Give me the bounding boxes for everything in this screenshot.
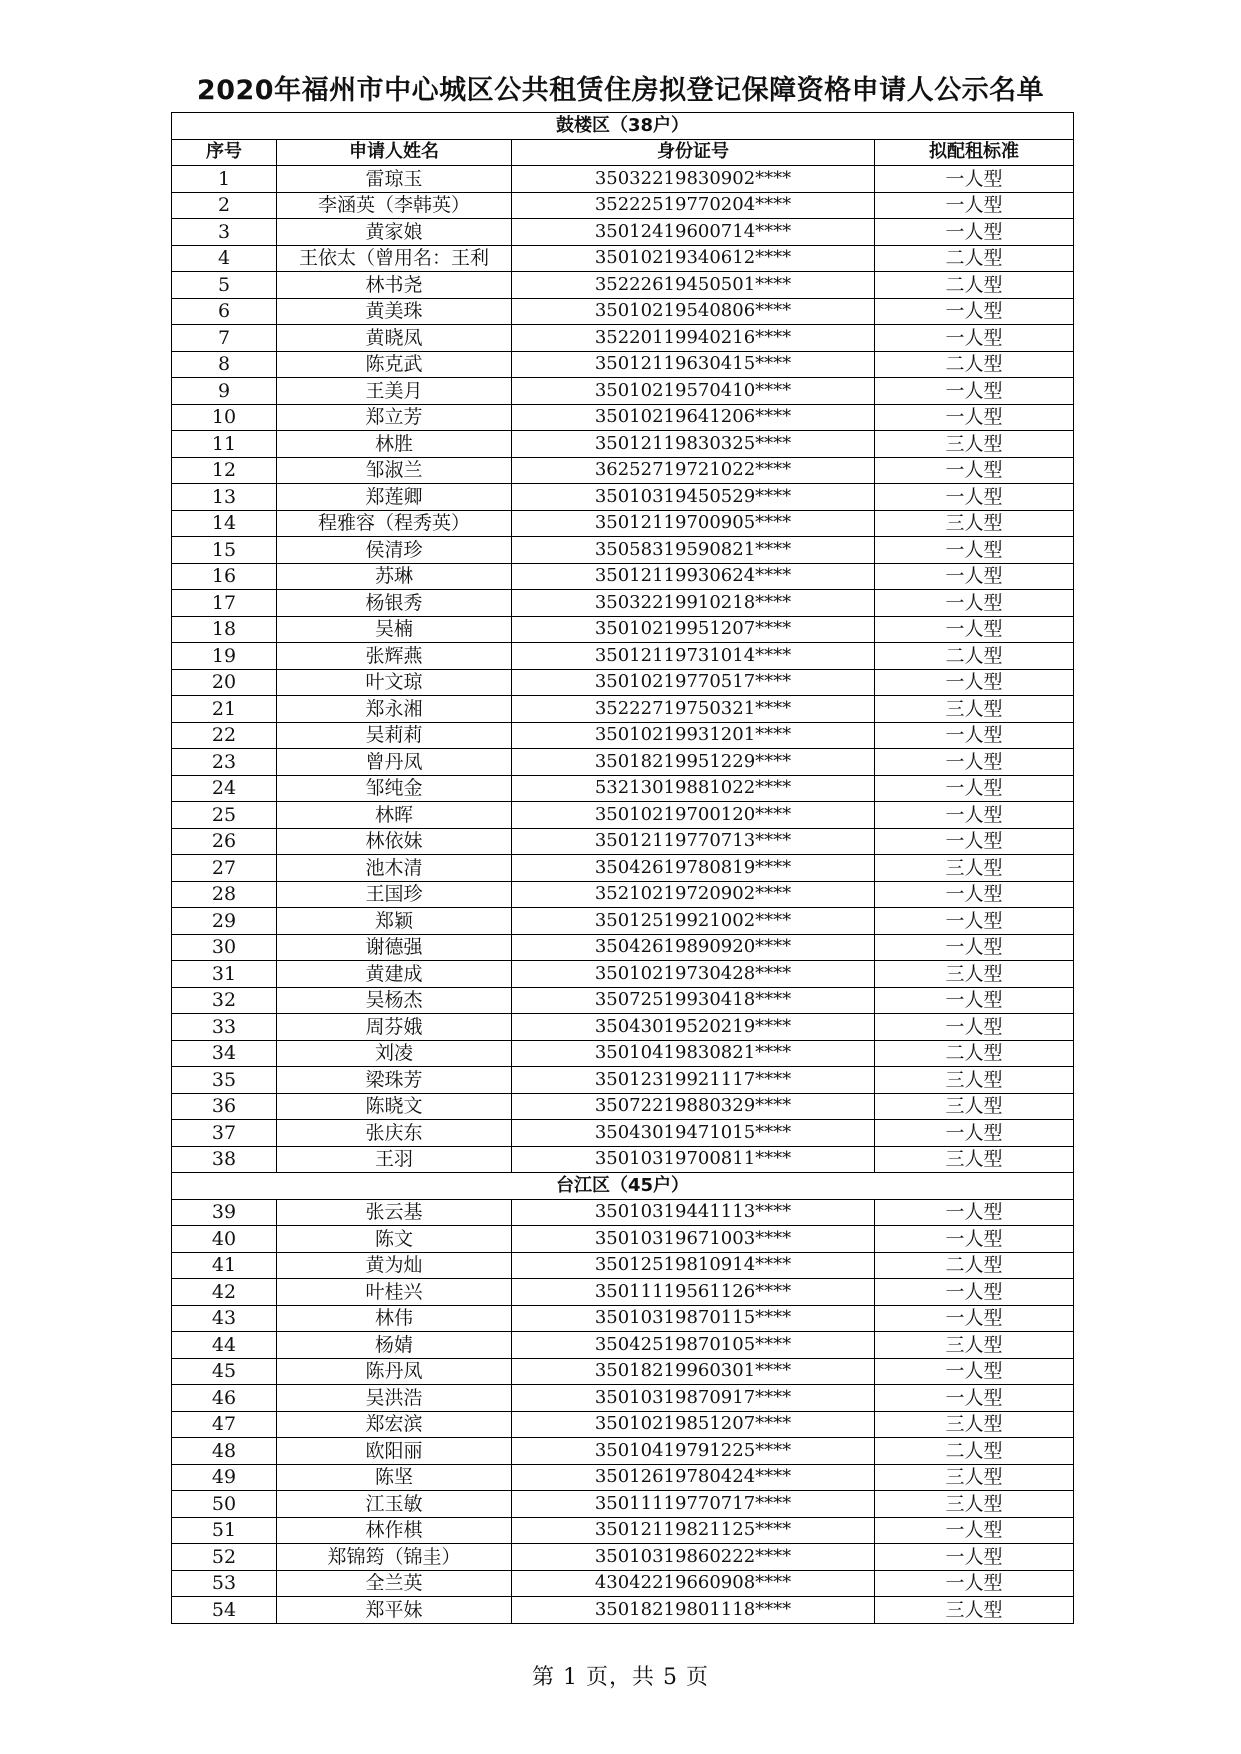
table-row (172, 484, 1074, 511)
cell-row-number: 30 (172, 934, 277, 961)
cell-id-number: 35010219700120**** (512, 802, 875, 829)
cell-row-number: 54 (172, 1597, 277, 1624)
table-row (172, 1093, 1074, 1120)
cell-applicant-name: 王羽 (277, 1146, 512, 1173)
cell-id-number: 35010219641206**** (512, 404, 875, 431)
cell-applicant-name: 林胜 (277, 431, 512, 458)
cell-rental-standard: 一人型 (875, 934, 1074, 961)
table-row (172, 881, 1074, 908)
cell-rental-standard: 一人型 (875, 378, 1074, 405)
cell-row-number: 40 (172, 1226, 277, 1253)
cell-id-number: 35012619780424**** (512, 1464, 875, 1491)
cell-row-number: 36 (172, 1093, 277, 1120)
table-row (172, 1438, 1074, 1465)
cell-id-number: 35043019520219**** (512, 1014, 875, 1041)
column-header-row-number: 序号 (172, 139, 277, 166)
cell-row-number: 39 (172, 1199, 277, 1226)
cell-row-number: 50 (172, 1491, 277, 1518)
cell-rental-standard: 三人型 (875, 696, 1074, 723)
cell-rental-standard: 一人型 (875, 192, 1074, 219)
cell-rental-standard: 一人型 (875, 404, 1074, 431)
cell-applicant-name: 黄家娘 (277, 219, 512, 246)
cell-applicant-name: 王依太（曾用名：王利 (277, 245, 512, 272)
table-row (172, 1226, 1074, 1253)
cell-row-number: 33 (172, 1014, 277, 1041)
cell-applicant-name: 侯清珍 (277, 537, 512, 564)
cell-rental-standard: 一人型 (875, 802, 1074, 829)
cell-id-number: 35012119830325**** (512, 431, 875, 458)
cell-applicant-name: 叶文琼 (277, 669, 512, 696)
cell-rental-standard: 三人型 (875, 1491, 1074, 1518)
cell-id-number: 35042519870105**** (512, 1332, 875, 1359)
cell-id-number: 35011119561126**** (512, 1279, 875, 1306)
cell-applicant-name: 雷琼玉 (277, 166, 512, 193)
table-body (172, 113, 1074, 1624)
cell-applicant-name: 刘凌 (277, 1040, 512, 1067)
cell-applicant-name: 陈晓文 (277, 1093, 512, 1120)
cell-rental-standard: 一人型 (875, 590, 1074, 617)
cell-row-number: 18 (172, 616, 277, 643)
cell-row-number: 7 (172, 325, 277, 352)
table-row (172, 828, 1074, 855)
cell-id-number: 35012119930624**** (512, 563, 875, 590)
cell-applicant-name: 杨银秀 (277, 590, 512, 617)
cell-id-number: 35011119770717**** (512, 1491, 875, 1518)
cell-rental-standard: 一人型 (875, 457, 1074, 484)
cell-rental-standard: 一人型 (875, 1544, 1074, 1571)
table-row (172, 1570, 1074, 1597)
table-row (172, 245, 1074, 272)
cell-row-number: 3 (172, 219, 277, 246)
column-header-rental-standard: 拟配租标准 (875, 139, 1074, 166)
column-header-applicant-name: 申请人姓名 (277, 139, 512, 166)
cell-row-number: 27 (172, 855, 277, 882)
cell-rental-standard: 一人型 (875, 669, 1074, 696)
table-row (172, 1385, 1074, 1412)
cell-row-number: 42 (172, 1279, 277, 1306)
table-row (172, 1014, 1074, 1041)
cell-rental-standard: 二人型 (875, 245, 1074, 272)
cell-applicant-name: 王美月 (277, 378, 512, 405)
table-row (172, 298, 1074, 325)
table-row (172, 1332, 1074, 1359)
cell-id-number: 35010319700811**** (512, 1146, 875, 1173)
cell-row-number: 37 (172, 1120, 277, 1147)
cell-applicant-name: 陈坚 (277, 1464, 512, 1491)
cell-applicant-name: 林书尧 (277, 272, 512, 299)
cell-row-number: 48 (172, 1438, 277, 1465)
cell-row-number: 53 (172, 1570, 277, 1597)
cell-rental-standard: 三人型 (875, 1464, 1074, 1491)
cell-row-number: 44 (172, 1332, 277, 1359)
cell-applicant-name: 郑锦筠（锦圭） (277, 1544, 512, 1571)
table-row (172, 563, 1074, 590)
cell-applicant-name: 林晖 (277, 802, 512, 829)
cell-rental-standard: 一人型 (875, 828, 1074, 855)
cell-rental-standard: 一人型 (875, 775, 1074, 802)
cell-row-number: 38 (172, 1146, 277, 1173)
cell-id-number: 35042619780819**** (512, 855, 875, 882)
cell-applicant-name: 杨婧 (277, 1332, 512, 1359)
cell-row-number: 52 (172, 1544, 277, 1571)
cell-rental-standard: 三人型 (875, 431, 1074, 458)
table-row (172, 272, 1074, 299)
cell-id-number: 35012119770713**** (512, 828, 875, 855)
cell-applicant-name: 林依妹 (277, 828, 512, 855)
cell-row-number: 21 (172, 696, 277, 723)
cell-rental-standard: 二人型 (875, 1438, 1074, 1465)
cell-row-number: 13 (172, 484, 277, 511)
cell-applicant-name: 吴楠 (277, 616, 512, 643)
table-row (172, 802, 1074, 829)
cell-applicant-name: 黄为灿 (277, 1252, 512, 1279)
cell-rental-standard: 二人型 (875, 1252, 1074, 1279)
cell-rental-standard: 一人型 (875, 1120, 1074, 1147)
cell-id-number: 35010219770517**** (512, 669, 875, 696)
cell-row-number: 17 (172, 590, 277, 617)
cell-row-number: 23 (172, 749, 277, 776)
cell-row-number: 14 (172, 510, 277, 537)
cell-rental-standard: 一人型 (875, 484, 1074, 511)
cell-rental-standard: 一人型 (875, 616, 1074, 643)
cell-id-number: 35042619890920**** (512, 934, 875, 961)
cell-applicant-name: 张辉燕 (277, 643, 512, 670)
table-row (172, 590, 1074, 617)
cell-id-number: 43042219660908**** (512, 1570, 875, 1597)
cell-applicant-name: 张云基 (277, 1199, 512, 1226)
table-row (172, 351, 1074, 378)
page-footer: 第 1 页，共 5 页 (532, 1665, 709, 1690)
cell-row-number: 45 (172, 1358, 277, 1385)
cell-applicant-name: 江玉敏 (277, 1491, 512, 1518)
cell-rental-standard: 三人型 (875, 1411, 1074, 1438)
table-row (172, 1358, 1074, 1385)
cell-rental-standard: 二人型 (875, 643, 1074, 670)
table-row (172, 1491, 1074, 1518)
cell-rental-standard: 一人型 (875, 1279, 1074, 1306)
cell-applicant-name: 王国珍 (277, 881, 512, 908)
cell-row-number: 43 (172, 1305, 277, 1332)
cell-applicant-name: 郑颖 (277, 908, 512, 935)
cell-applicant-name: 郑永湘 (277, 696, 512, 723)
cell-applicant-name: 叶桂兴 (277, 1279, 512, 1306)
cell-rental-standard: 三人型 (875, 855, 1074, 882)
cell-applicant-name: 欧阳丽 (277, 1438, 512, 1465)
cell-rental-standard: 三人型 (875, 1597, 1074, 1624)
cell-applicant-name: 黄建成 (277, 961, 512, 988)
table-row (172, 1517, 1074, 1544)
cell-id-number: 35010319671003**** (512, 1226, 875, 1253)
page-title: 2020年福州市中心城区公共租赁住房拟登记保障资格申请人公示名单 (196, 75, 1045, 106)
cell-id-number: 35012119700905**** (512, 510, 875, 537)
table-row (172, 1040, 1074, 1067)
cell-rental-standard: 二人型 (875, 351, 1074, 378)
cell-id-number: 35012319921117**** (512, 1067, 875, 1094)
cell-rental-standard: 一人型 (875, 166, 1074, 193)
table-row (172, 669, 1074, 696)
cell-id-number: 35210219720902**** (512, 881, 875, 908)
cell-applicant-name: 周芬娥 (277, 1014, 512, 1041)
cell-rental-standard: 二人型 (875, 1040, 1074, 1067)
cell-applicant-name: 邹纯金 (277, 775, 512, 802)
cell-id-number: 35220119940216**** (512, 325, 875, 352)
table-row (172, 643, 1074, 670)
table-row (172, 775, 1074, 802)
cell-rental-standard: 三人型 (875, 961, 1074, 988)
section-title: 台江区（45户） (172, 1173, 1074, 1200)
cell-rental-standard: 一人型 (875, 1226, 1074, 1253)
cell-id-number: 35010219340612**** (512, 245, 875, 272)
cell-rental-standard: 三人型 (875, 510, 1074, 537)
cell-id-number: 35012419600714**** (512, 219, 875, 246)
cell-id-number: 35018219960301**** (512, 1358, 875, 1385)
cell-id-number: 35010319870917**** (512, 1385, 875, 1412)
cell-row-number: 8 (172, 351, 277, 378)
cell-id-number: 35032219910218**** (512, 590, 875, 617)
cell-rental-standard: 三人型 (875, 1146, 1074, 1173)
cell-row-number: 20 (172, 669, 277, 696)
cell-applicant-name: 张庆东 (277, 1120, 512, 1147)
cell-applicant-name: 郑莲卿 (277, 484, 512, 511)
cell-row-number: 28 (172, 881, 277, 908)
cell-row-number: 31 (172, 961, 277, 988)
section-header-row (172, 1173, 1074, 1200)
cell-applicant-name: 吴杨杰 (277, 987, 512, 1014)
cell-id-number: 53213019881022**** (512, 775, 875, 802)
cell-id-number: 35010219851207**** (512, 1411, 875, 1438)
cell-applicant-name: 陈文 (277, 1226, 512, 1253)
cell-id-number: 35222719750321**** (512, 696, 875, 723)
cell-applicant-name: 郑宏滨 (277, 1411, 512, 1438)
cell-id-number: 35018219801118**** (512, 1597, 875, 1624)
table-row (172, 1464, 1074, 1491)
cell-applicant-name: 程雅容（程秀英） (277, 510, 512, 537)
table-row (172, 1279, 1074, 1306)
cell-row-number: 35 (172, 1067, 277, 1094)
section-title: 鼓楼区（38户） (172, 113, 1074, 140)
cell-rental-standard: 三人型 (875, 1067, 1074, 1094)
cell-id-number: 35010319441113**** (512, 1199, 875, 1226)
cell-rental-standard: 一人型 (875, 749, 1074, 776)
cell-row-number: 19 (172, 643, 277, 670)
cell-applicant-name: 邹淑兰 (277, 457, 512, 484)
cell-row-number: 4 (172, 245, 277, 272)
table-row (172, 1120, 1074, 1147)
table-row (172, 325, 1074, 352)
cell-id-number: 35072219880329**** (512, 1093, 875, 1120)
table-row (172, 1252, 1074, 1279)
cell-applicant-name: 谢德强 (277, 934, 512, 961)
cell-applicant-name: 池木清 (277, 855, 512, 882)
cell-rental-standard: 一人型 (875, 1358, 1074, 1385)
cell-applicant-name: 林作棋 (277, 1517, 512, 1544)
cell-row-number: 16 (172, 563, 277, 590)
cell-rental-standard: 一人型 (875, 298, 1074, 325)
cell-row-number: 10 (172, 404, 277, 431)
cell-applicant-name: 黄晓凤 (277, 325, 512, 352)
cell-id-number: 35010219951207**** (512, 616, 875, 643)
cell-row-number: 6 (172, 298, 277, 325)
cell-rental-standard: 一人型 (875, 1199, 1074, 1226)
table-row (172, 908, 1074, 935)
table-row (172, 722, 1074, 749)
cell-id-number: 35018219951229**** (512, 749, 875, 776)
cell-rental-standard: 一人型 (875, 908, 1074, 935)
cell-rental-standard: 一人型 (875, 537, 1074, 564)
cell-applicant-name: 苏琳 (277, 563, 512, 590)
cell-applicant-name: 吴莉莉 (277, 722, 512, 749)
cell-rental-standard: 一人型 (875, 1385, 1074, 1412)
cell-applicant-name: 陈克武 (277, 351, 512, 378)
cell-rental-standard: 三人型 (875, 1093, 1074, 1120)
cell-applicant-name: 曾丹凤 (277, 749, 512, 776)
cell-row-number: 34 (172, 1040, 277, 1067)
table-row (172, 166, 1074, 193)
cell-applicant-name: 黄美珠 (277, 298, 512, 325)
cell-applicant-name: 林伟 (277, 1305, 512, 1332)
cell-id-number: 35010319870115**** (512, 1305, 875, 1332)
cell-rental-standard: 二人型 (875, 272, 1074, 299)
cell-id-number: 35012119630415**** (512, 351, 875, 378)
cell-row-number: 26 (172, 828, 277, 855)
table-row (172, 1146, 1074, 1173)
cell-row-number: 1 (172, 166, 277, 193)
table-row (172, 404, 1074, 431)
cell-row-number: 5 (172, 272, 277, 299)
cell-row-number: 51 (172, 1517, 277, 1544)
cell-row-number: 15 (172, 537, 277, 564)
table-row (172, 1411, 1074, 1438)
cell-row-number: 41 (172, 1252, 277, 1279)
cell-rental-standard: 一人型 (875, 219, 1074, 246)
cell-id-number: 35010219730428**** (512, 961, 875, 988)
cell-applicant-name: 全兰英 (277, 1570, 512, 1597)
cell-row-number: 12 (172, 457, 277, 484)
table-row (172, 961, 1074, 988)
cell-rental-standard: 一人型 (875, 1570, 1074, 1597)
table-row (172, 431, 1074, 458)
applicant-table (171, 112, 1074, 1624)
cell-applicant-name: 郑平妹 (277, 1597, 512, 1624)
cell-id-number: 35010319860222**** (512, 1544, 875, 1571)
cell-applicant-name: 吴洪浩 (277, 1385, 512, 1412)
cell-id-number: 35010219570410**** (512, 378, 875, 405)
table-row (172, 457, 1074, 484)
table-row (172, 987, 1074, 1014)
table-row (172, 1305, 1074, 1332)
cell-row-number: 49 (172, 1464, 277, 1491)
table-row (172, 855, 1074, 882)
section-header-row (172, 113, 1074, 140)
cell-id-number: 35010419791225**** (512, 1438, 875, 1465)
cell-applicant-name: 梁珠芳 (277, 1067, 512, 1094)
cell-rental-standard: 三人型 (875, 1332, 1074, 1359)
cell-applicant-name: 郑立芳 (277, 404, 512, 431)
cell-id-number: 35012119821125**** (512, 1517, 875, 1544)
cell-id-number: 35010419830821**** (512, 1040, 875, 1067)
table-row (172, 616, 1074, 643)
table-row (172, 749, 1074, 776)
cell-id-number: 35010219931201**** (512, 722, 875, 749)
cell-id-number: 35012519921002**** (512, 908, 875, 935)
table-row (172, 1199, 1074, 1226)
cell-row-number: 24 (172, 775, 277, 802)
cell-rental-standard: 一人型 (875, 1517, 1074, 1544)
cell-id-number: 35012519810914**** (512, 1252, 875, 1279)
table-row (172, 696, 1074, 723)
cell-rental-standard: 一人型 (875, 1014, 1074, 1041)
table-row (172, 934, 1074, 961)
cell-rental-standard: 一人型 (875, 987, 1074, 1014)
cell-id-number: 35058319590821**** (512, 537, 875, 564)
cell-id-number: 35010319450529**** (512, 484, 875, 511)
cell-id-number: 36252719721022**** (512, 457, 875, 484)
cell-id-number: 35043019471015**** (512, 1120, 875, 1147)
cell-id-number: 35012119731014**** (512, 643, 875, 670)
table-row (172, 1067, 1074, 1094)
cell-rental-standard: 一人型 (875, 881, 1074, 908)
column-header-id-number: 身份证号 (512, 139, 875, 166)
cell-applicant-name: 李涵英（李韩英） (277, 192, 512, 219)
cell-row-number: 11 (172, 431, 277, 458)
cell-rental-standard: 一人型 (875, 1305, 1074, 1332)
cell-id-number: 35222619450501**** (512, 272, 875, 299)
cell-row-number: 47 (172, 1411, 277, 1438)
table-row (172, 192, 1074, 219)
cell-row-number: 29 (172, 908, 277, 935)
cell-id-number: 35010219540806**** (512, 298, 875, 325)
table-row (172, 1544, 1074, 1571)
column-header-row (172, 139, 1074, 166)
cell-row-number: 32 (172, 987, 277, 1014)
table-row (172, 378, 1074, 405)
cell-row-number: 9 (172, 378, 277, 405)
cell-row-number: 25 (172, 802, 277, 829)
cell-applicant-name: 陈丹凤 (277, 1358, 512, 1385)
cell-id-number: 35072519930418**** (512, 987, 875, 1014)
table-row (172, 1597, 1074, 1624)
cell-rental-standard: 一人型 (875, 325, 1074, 352)
cell-row-number: 22 (172, 722, 277, 749)
cell-id-number: 35222519770204**** (512, 192, 875, 219)
table-row (172, 537, 1074, 564)
table-row (172, 219, 1074, 246)
cell-row-number: 2 (172, 192, 277, 219)
table-row (172, 510, 1074, 537)
cell-row-number: 46 (172, 1385, 277, 1412)
cell-rental-standard: 一人型 (875, 563, 1074, 590)
cell-id-number: 35032219830902**** (512, 166, 875, 193)
cell-rental-standard: 一人型 (875, 722, 1074, 749)
